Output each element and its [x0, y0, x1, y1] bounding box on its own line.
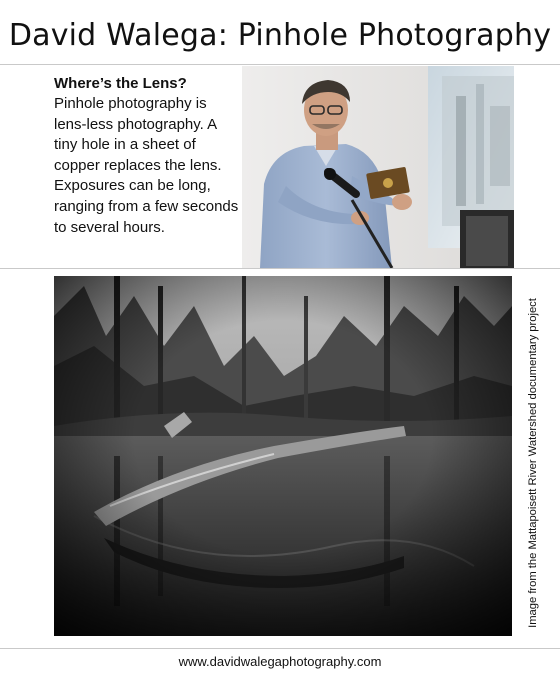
- footer-website-link[interactable]: www.davidwalegaphotography.com: [178, 654, 382, 669]
- river-photo-illustration: [54, 276, 512, 636]
- middle-divider: [0, 268, 560, 269]
- side-caption-text: Image from the Mattapoisett River Watershed documentary project: [527, 298, 540, 628]
- intro-text-block: [54, 74, 240, 238]
- intro-heading: Where’s the Lens?: [54, 75, 187, 92]
- page-title: David Walega: Pinhole Photography: [8, 18, 552, 53]
- speaker-photo: [242, 66, 514, 268]
- side-caption: [520, 290, 546, 636]
- speaker-photo-illustration: [242, 66, 514, 268]
- intro-body: Pinhole photography is lens-less photography. A tiny hole in a sheet of copper replaces the lens. Exposures can be long, ranging from a few seconds to several hours.: [54, 95, 239, 236]
- top-divider: [0, 64, 560, 65]
- bottom-divider: [0, 648, 560, 649]
- river-photo: [54, 276, 512, 636]
